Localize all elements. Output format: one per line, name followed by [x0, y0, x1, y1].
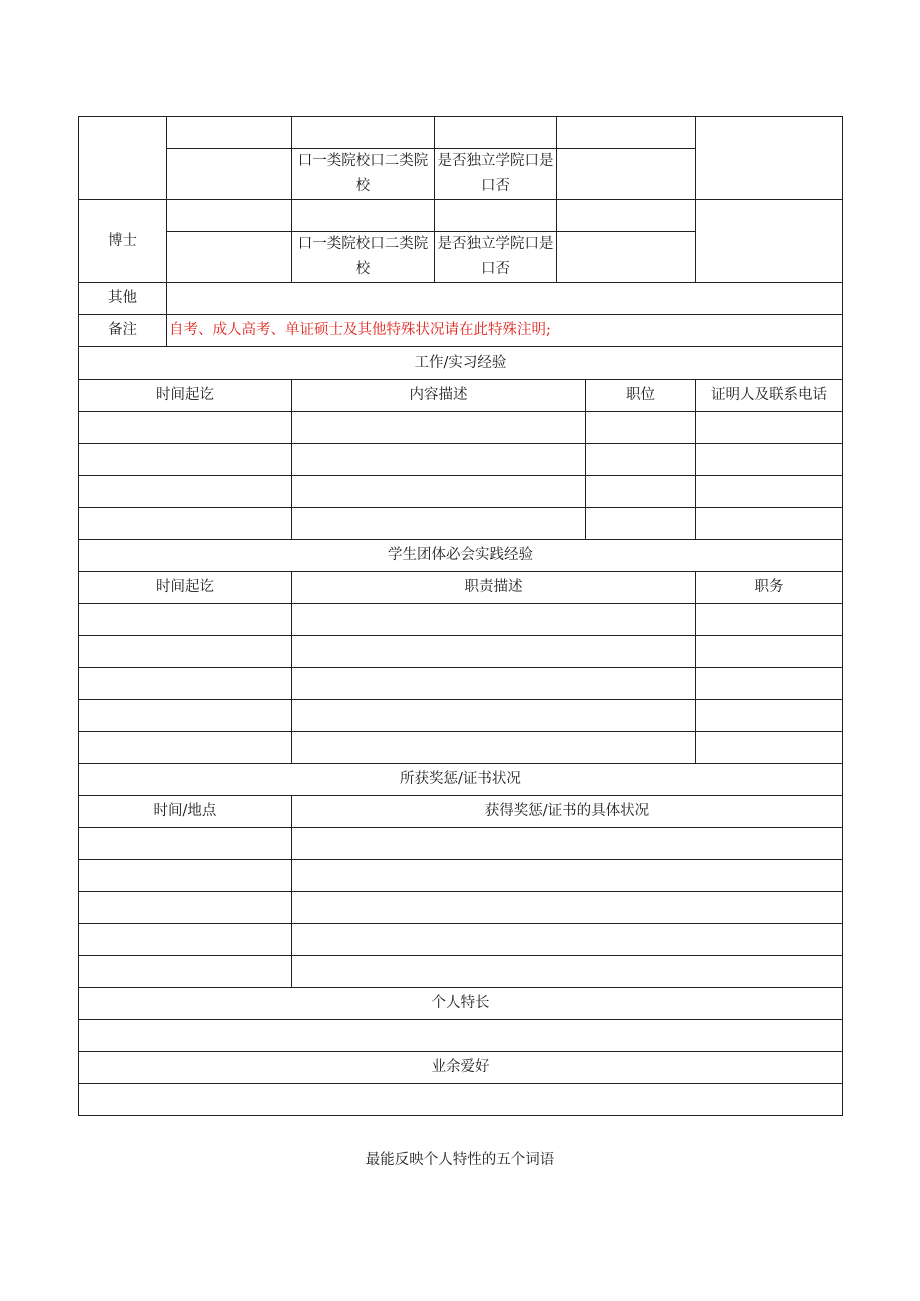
master-blank-cell[interactable] — [167, 149, 292, 200]
doctor-school-cell[interactable] — [167, 200, 292, 232]
hobbies-row — [79, 1084, 843, 1116]
master-label-cell — [79, 117, 167, 200]
awards-row — [79, 828, 843, 860]
doctor-label: 博士 — [79, 200, 167, 283]
master-degree-cell[interactable] — [435, 117, 557, 149]
awards-row — [79, 860, 843, 892]
work-section-title: 工作/实习经验 — [79, 347, 843, 380]
work-reference-cell[interactable] — [696, 412, 843, 444]
work-section-header — [79, 347, 843, 380]
activities-desc-cell[interactable] — [292, 700, 696, 732]
awards-col-time-place: 时间/地点 — [79, 796, 292, 828]
specialty-section-header — [79, 988, 843, 1020]
awards-detail-cell[interactable] — [292, 956, 843, 988]
work-reference-cell[interactable] — [696, 476, 843, 508]
hobbies-section-header — [79, 1052, 843, 1084]
master-school-type-option[interactable]: 口一类院校口二类院校 — [292, 149, 435, 200]
doctor-extra-cell[interactable] — [696, 200, 843, 283]
work-position-cell[interactable] — [586, 476, 696, 508]
activities-section-title: 学生团体必会实践经验 — [79, 540, 843, 572]
activities-duty-cell[interactable] — [696, 604, 843, 636]
awards-detail-cell[interactable] — [292, 892, 843, 924]
master-major-cell[interactable] — [292, 117, 435, 149]
awards-detail-cell[interactable] — [292, 860, 843, 892]
work-content-cell[interactable] — [292, 476, 586, 508]
work-time-cell[interactable] — [79, 444, 292, 476]
activities-row — [79, 636, 843, 668]
awards-time-cell[interactable] — [79, 892, 292, 924]
remark-label: 备注 — [79, 315, 167, 347]
specialty-input-cell[interactable] — [79, 1020, 843, 1052]
master-school-cell[interactable] — [167, 117, 292, 149]
remark-row — [79, 315, 843, 347]
activities-column-headers — [79, 572, 843, 604]
master-row-1 — [79, 117, 843, 149]
activities-time-cell[interactable] — [79, 732, 292, 764]
work-col-reference: 证明人及联系电话 — [696, 380, 843, 412]
awards-row — [79, 924, 843, 956]
master-date-cell[interactable] — [557, 117, 696, 149]
work-reference-cell[interactable] — [696, 508, 843, 540]
work-content-cell[interactable] — [292, 444, 586, 476]
awards-section-title: 所获奖惩/证书状况 — [79, 764, 843, 796]
specialty-row — [79, 1020, 843, 1052]
activities-col-duty: 职务 — [696, 572, 843, 604]
work-position-cell[interactable] — [586, 508, 696, 540]
doctor-school-type-option[interactable]: 口一类院校口二类院校 — [292, 232, 435, 283]
work-position-cell[interactable] — [586, 412, 696, 444]
activities-duty-cell[interactable] — [696, 668, 843, 700]
doctor-independent-option[interactable]: 是否独立学院口是口否 — [435, 232, 557, 283]
master-extra-cell[interactable] — [696, 117, 843, 200]
work-row — [79, 476, 843, 508]
activities-duty-cell[interactable] — [696, 732, 843, 764]
resume-form-table — [78, 116, 843, 1116]
awards-section-header — [79, 764, 843, 796]
awards-time-cell[interactable] — [79, 924, 292, 956]
activities-time-cell[interactable] — [79, 604, 292, 636]
hobbies-section-title: 业余爱好 — [79, 1052, 843, 1084]
awards-time-cell[interactable] — [79, 828, 292, 860]
work-reference-cell[interactable] — [696, 444, 843, 476]
doctor-major-cell[interactable] — [292, 200, 435, 232]
remark-note[interactable]: 自考、成人高考、单证硕士及其他特殊状况请在此特殊注明; — [167, 315, 843, 347]
awards-time-cell[interactable] — [79, 956, 292, 988]
activities-row — [79, 604, 843, 636]
activities-desc-cell[interactable] — [292, 636, 696, 668]
work-column-headers — [79, 380, 843, 412]
work-content-cell[interactable] — [292, 412, 586, 444]
hobbies-input-cell[interactable] — [79, 1084, 843, 1116]
activities-desc-cell[interactable] — [292, 668, 696, 700]
activities-row — [79, 668, 843, 700]
activities-time-cell[interactable] — [79, 668, 292, 700]
other-input-cell[interactable] — [167, 283, 843, 315]
activities-time-cell[interactable] — [79, 636, 292, 668]
activities-desc-cell[interactable] — [292, 732, 696, 764]
work-col-time: 时间起讫 — [79, 380, 292, 412]
activities-time-cell[interactable] — [79, 700, 292, 732]
work-position-cell[interactable] — [586, 444, 696, 476]
awards-detail-cell[interactable] — [292, 828, 843, 860]
awards-col-detail: 获得奖惩/证书的具体状况 — [292, 796, 843, 828]
work-row — [79, 412, 843, 444]
work-col-content: 内容描述 — [292, 380, 586, 412]
activities-row — [79, 700, 843, 732]
awards-column-headers — [79, 796, 843, 828]
work-row — [79, 444, 843, 476]
awards-detail-cell[interactable] — [292, 924, 843, 956]
work-time-cell[interactable] — [79, 508, 292, 540]
awards-row — [79, 956, 843, 988]
doctor-blank-cell-2[interactable] — [557, 232, 696, 283]
activities-col-duty-desc: 职责描述 — [292, 572, 696, 604]
awards-row — [79, 892, 843, 924]
activities-desc-cell[interactable] — [292, 604, 696, 636]
other-label: 其他 — [79, 283, 167, 315]
work-content-cell[interactable] — [292, 508, 586, 540]
activities-duty-cell[interactable] — [696, 700, 843, 732]
work-col-position: 职位 — [586, 380, 696, 412]
doctor-blank-cell[interactable] — [167, 232, 292, 283]
activities-section-header — [79, 540, 843, 572]
activities-col-time: 时间起讫 — [79, 572, 292, 604]
work-time-cell[interactable] — [79, 476, 292, 508]
master-independent-option[interactable]: 是否独立学院口是口否 — [435, 149, 557, 200]
doctor-date-cell[interactable] — [557, 200, 696, 232]
work-time-cell[interactable] — [79, 412, 292, 444]
other-row — [79, 283, 843, 315]
five-words-label: 最能反映个人特性的五个词语 — [365, 1152, 555, 1168]
activities-row — [79, 732, 843, 764]
doctor-row-1 — [79, 200, 843, 232]
specialty-section-title: 个人特长 — [79, 988, 843, 1020]
master-blank-cell-2[interactable] — [557, 149, 696, 200]
doctor-degree-cell[interactable] — [435, 200, 557, 232]
work-row — [79, 508, 843, 540]
awards-time-cell[interactable] — [79, 860, 292, 892]
activities-duty-cell[interactable] — [696, 636, 843, 668]
